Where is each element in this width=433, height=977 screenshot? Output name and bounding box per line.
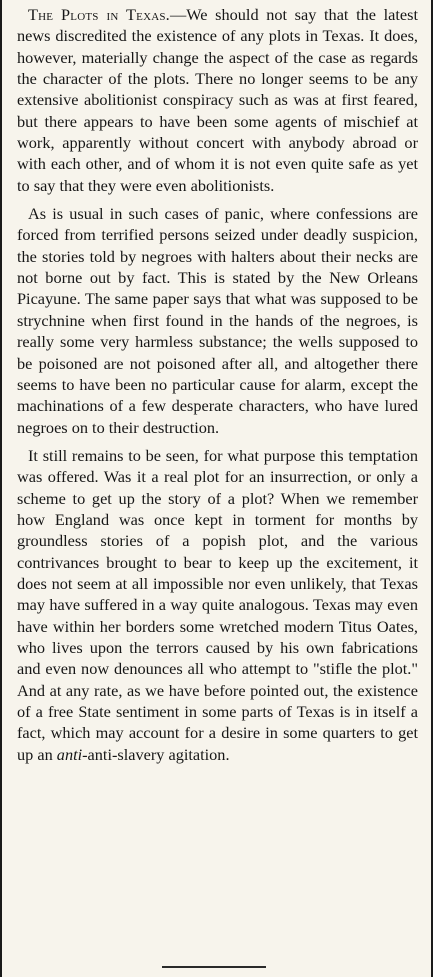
article-heading: The Plots in Texas. — [28, 5, 170, 24]
paragraph-3 — [17, 445, 418, 765]
paragraph-3-text: It still remains to be seen, for what purpose this temptation was offered. Was it a real plot for an insurrection, or only a scheme to get up the story of a plot? When we remember how England was once kept in torment for months by groundless stories of a popish plot, and the various contrivances brought to bear to keep up the excitement, it does not seem at all impossible nor even unlikely, that Texas may have suffered in a way quite analogous. Texas may even have within her borders some wretched modern Titus Oates, who lives upon the terrors caused by his own fabrications and even now denounces all who attempt to "stifle the plot." And at any rate, as we have before pointed out, the existence of a free State sentiment in some parts of Texas is in itself a fact, which may account for a desire in some quarters to get up an — [17, 445, 418, 764]
end-rule — [162, 966, 266, 968]
paragraph-2: As is usual in such cases of panic, where confessions are forced from terrified persons seized under deadly suspicion, the stories told by negroes with halters about their necks are not borne out by fact. This is stated by the New Orleans Picayune. The same paper says that what was supposed to be strychnine when first found in the hands of the negroes, is really some very harmless substance; the wells supposed to be poisoned are not poisoned after all, and altogether there seems to have been no particular cause for alarm, except the machinations of a few desperate characters, who have lured negroes on to their destruction. — [17, 204, 418, 437]
column-border-left — [0, 0, 2, 977]
paragraph-3-end: -anti-slavery agitation. — [82, 744, 230, 764]
paragraph-1-text: —We should not say that the latest news discredited the existence of any plots in Texas. It does, however, materially change the aspect of the case as regards the character of the plots. There no longer seems to be any extensive abolitionist conspiracy such as was at first feared, but there appears to have been some agents of mischief at work, apparently without concert with anybody abroad or with each other, and of whom it is not even quite safe as yet to say that they were even abolitionists. — [17, 5, 418, 195]
paragraph-1 — [17, 4, 418, 196]
italic-anti: anti — [56, 744, 83, 764]
newspaper-article — [17, 4, 418, 765]
